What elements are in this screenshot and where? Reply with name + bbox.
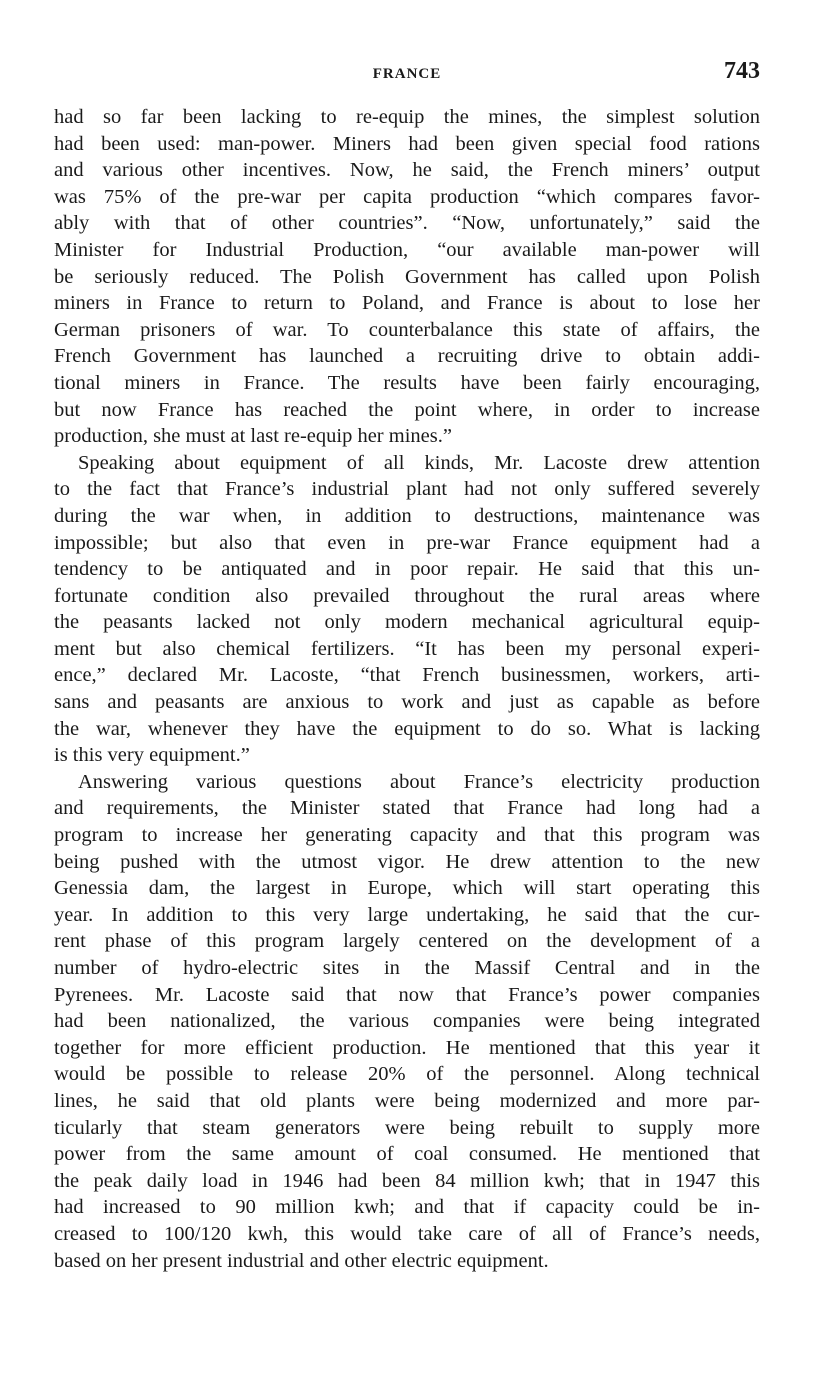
text-line: had increased to 90 million kwh; and that if capacity could be in- — [54, 1196, 760, 1219]
text-line: tional miners in France. The results have been fairly encouraging, — [54, 371, 760, 394]
text-line: Answering various questions about France’s electricity production — [78, 770, 760, 793]
text-line: the peasants lacked not only modern mechanical agricultural equip- — [54, 611, 760, 634]
text-line: the peak daily load in 1946 had been 84 million kwh; that in 1947 this — [54, 1169, 760, 1192]
paragraph — [54, 450, 760, 769]
text-line: French Government has launched a recruiting drive to obtain addi- — [54, 345, 760, 368]
text-line: Speaking about equipment of all kinds, Mr. Lacoste drew attention — [78, 451, 760, 474]
body-text — [54, 104, 760, 1274]
text-line: program to increase her generating capacity and that this program was — [54, 824, 760, 847]
text-line: but now France has reached the point where, in order to increase — [54, 398, 760, 421]
text-line: creased to 100/120 kwh, this would take care of all of France’s needs, — [54, 1222, 760, 1245]
text-line: based on her present industrial and other electric equipment. — [54, 1249, 549, 1272]
text-line: be seriously reduced. The Polish Government has called upon Polish — [54, 265, 760, 288]
text-line: Genessia dam, the largest in Europe, which will start operating this — [54, 877, 760, 900]
text-line: fortunate condition also prevailed throughout the rural areas where — [54, 584, 760, 607]
text-line: ably with that of other countries”. “Now, unfortunately,” said the — [54, 212, 760, 235]
text-line: Pyrenees. Mr. Lacoste said that now that France’s power companies — [54, 983, 760, 1006]
text-line: Minister for Industrial Production, “our available man-power will — [54, 238, 760, 261]
paragraph — [54, 104, 760, 450]
text-line: German prisoners of war. To counterbalance this state of affairs, the — [54, 318, 760, 341]
text-line: lines, he said that old plants were being modernized and more par- — [54, 1089, 760, 1112]
text-line: had been nationalized, the various companies were being integrated — [54, 1010, 760, 1033]
text-line: sans and peasants are anxious to work and just as capable as before — [54, 691, 760, 714]
running-head — [54, 58, 760, 88]
running-title: FRANCE — [372, 66, 442, 82]
text-line: miners in France to return to Poland, and France is about to lose her — [54, 292, 760, 315]
text-line: was 75% of the pre-war per capita production “which compares favor- — [54, 185, 760, 208]
text-line: impossible; but also that even in pre-war France equipment had a — [54, 531, 760, 554]
text-line: to the fact that France’s industrial plant had not only suffered severely — [54, 478, 760, 501]
text-line: and various other incentives. Now, he said, the French miners’ output — [54, 159, 760, 182]
text-line: rent phase of this program largely centered on the development of a — [54, 930, 760, 953]
text-line: would be possible to release 20% of the personnel. Along technical — [54, 1063, 760, 1086]
text-line: number of hydro-electric sites in the Massif Central and in the — [54, 957, 760, 979]
text-line: production, she must at last re-equip her mines.” — [54, 425, 452, 448]
paragraph — [54, 769, 760, 1274]
text-line: during the war when, in addition to destructions, maintenance was — [54, 504, 760, 527]
text-line: together for more efficient production. He mentioned that this year it — [54, 1036, 760, 1059]
text-line: is this very equipment.” — [54, 744, 250, 767]
text-line: ticularly that steam generators were being rebuilt to supply more — [54, 1116, 760, 1139]
text-line: being pushed with the utmost vigor. He drew attention to the new — [54, 850, 760, 873]
text-line: power from the same amount of coal consumed. He mentioned that — [54, 1143, 760, 1166]
text-line: had so far been lacking to re-equip the mines, the simplest solution — [54, 106, 760, 128]
text-line: and requirements, the Minister stated that France had long had a — [54, 797, 760, 820]
text-line: the war, whenever they have the equipment to do so. What is lacking — [54, 717, 760, 740]
text-line: year. In addition to this very large undertaking, he said that the cur- — [54, 903, 760, 926]
page-number: 743 — [724, 58, 760, 84]
text-line: ence,” declared Mr. Lacoste, “that French businessmen, workers, arti- — [54, 664, 760, 687]
text-line: tendency to be antiquated and in poor repair. He said that this un- — [54, 558, 760, 581]
text-line: had been used: man-power. Miners had been given special food rations — [54, 132, 760, 155]
text-line: ment but also chemical fertilizers. “It has been my personal experi- — [54, 637, 760, 660]
